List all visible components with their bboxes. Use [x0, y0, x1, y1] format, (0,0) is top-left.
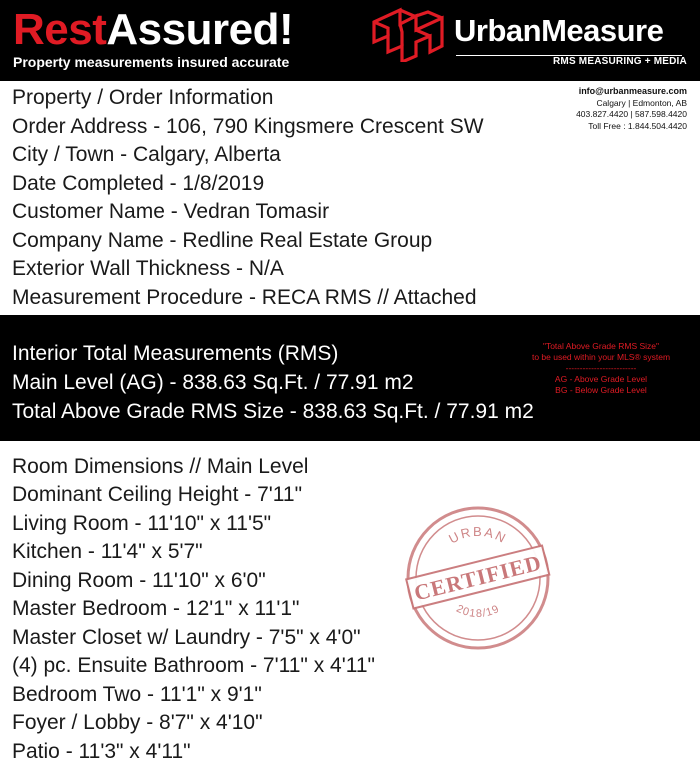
contact-email[interactable]: info@urbanmeasure.com	[578, 86, 687, 96]
order-company: Company Name - Redline Real Estate Group	[12, 229, 433, 252]
room-foyer: Foyer / Lobby - 8'7" x 4'10"	[12, 711, 263, 734]
order-wall-thickness: Exterior Wall Thickness - N/A	[12, 257, 284, 280]
rest-assured-logo	[13, 6, 293, 54]
mls-note-bg: BG - Below Grade Level	[555, 385, 647, 395]
brand-red-text: Rest	[13, 5, 107, 54]
header-banner	[0, 0, 700, 81]
contact-phones: 403.827.4420 | 587.598.4420	[576, 109, 687, 119]
order-date: Date Completed - 1/8/2019	[12, 172, 265, 195]
urban-measure-name: UrbanMeasure	[454, 13, 664, 48]
room-master-closet: Master Closet w/ Laundry - 7'5" x 4'0"	[12, 626, 361, 649]
totals-above-grade: Total Above Grade RMS Size - 838.63 Sq.Ft. / 77.91 m2	[12, 400, 534, 423]
contact-block	[576, 86, 687, 132]
tagline: Property measurements insured accurate	[13, 54, 290, 70]
mls-note	[512, 341, 690, 396]
mls-note-line1: "Total Above Grade RMS Size"	[542, 341, 660, 351]
contact-cities: Calgary | Edmonton, AB	[596, 97, 687, 108]
order-procedure: Measurement Procedure - RECA RMS // Attached	[12, 286, 477, 309]
mls-note-line2: to be used within your MLS® system	[531, 352, 671, 362]
mls-note-ag: AG - Above Grade Level	[554, 374, 648, 384]
room-patio: Patio - 11'3" x 4'11"	[12, 740, 191, 763]
room-master-bedroom: Master Bedroom - 12'1" x 11'1"	[12, 597, 300, 620]
totals-main-level: Main Level (AG) - 838.63 Sq.Ft. / 77.91 m2	[12, 371, 414, 394]
contact-tollfree: Toll Free : 1.844.504.4420	[588, 120, 687, 131]
mls-note-divider: -------------------------	[565, 363, 637, 373]
rooms-title: Room Dimensions // Main Level	[12, 455, 309, 478]
room-dining: Dining Room - 11'10" x 6'0"	[12, 569, 266, 592]
stamp-certified-text: CERTIFIED	[411, 549, 545, 606]
room-bedroom-two: Bedroom Two - 11'1" x 9'1"	[12, 683, 262, 706]
totals-title: Interior Total Measurements (RMS)	[12, 342, 339, 365]
brand-white-text: Assured!	[106, 5, 294, 54]
order-city: City / Town - Calgary, Alberta	[12, 143, 281, 166]
order-address: Order Address - 106, 790 Kingsmere Crescent SW	[12, 115, 484, 138]
stamp-top-text: URBAN	[446, 523, 510, 547]
urban-measure-subtitle: RMS MEASURING + MEDIA	[553, 56, 687, 67]
room-living: Living Room - 11'10" x 11'5"	[12, 512, 272, 535]
order-customer: Customer Name - Vedran Tomasir	[12, 200, 330, 223]
urban-measure-logo-icon	[370, 6, 446, 62]
stamp-bottom-text: 2018/19	[454, 602, 502, 620]
order-section-title: Property / Order Information	[12, 86, 274, 109]
room-ensuite: (4) pc. Ensuite Bathroom - 7'11" x 4'11"	[12, 654, 375, 677]
totals-band	[0, 315, 700, 441]
room-ceiling-height: Dominant Ceiling Height - 7'11"	[12, 483, 303, 506]
room-kitchen: Kitchen - 11'4" x 5'7"	[12, 540, 203, 563]
certified-stamp	[402, 502, 554, 654]
